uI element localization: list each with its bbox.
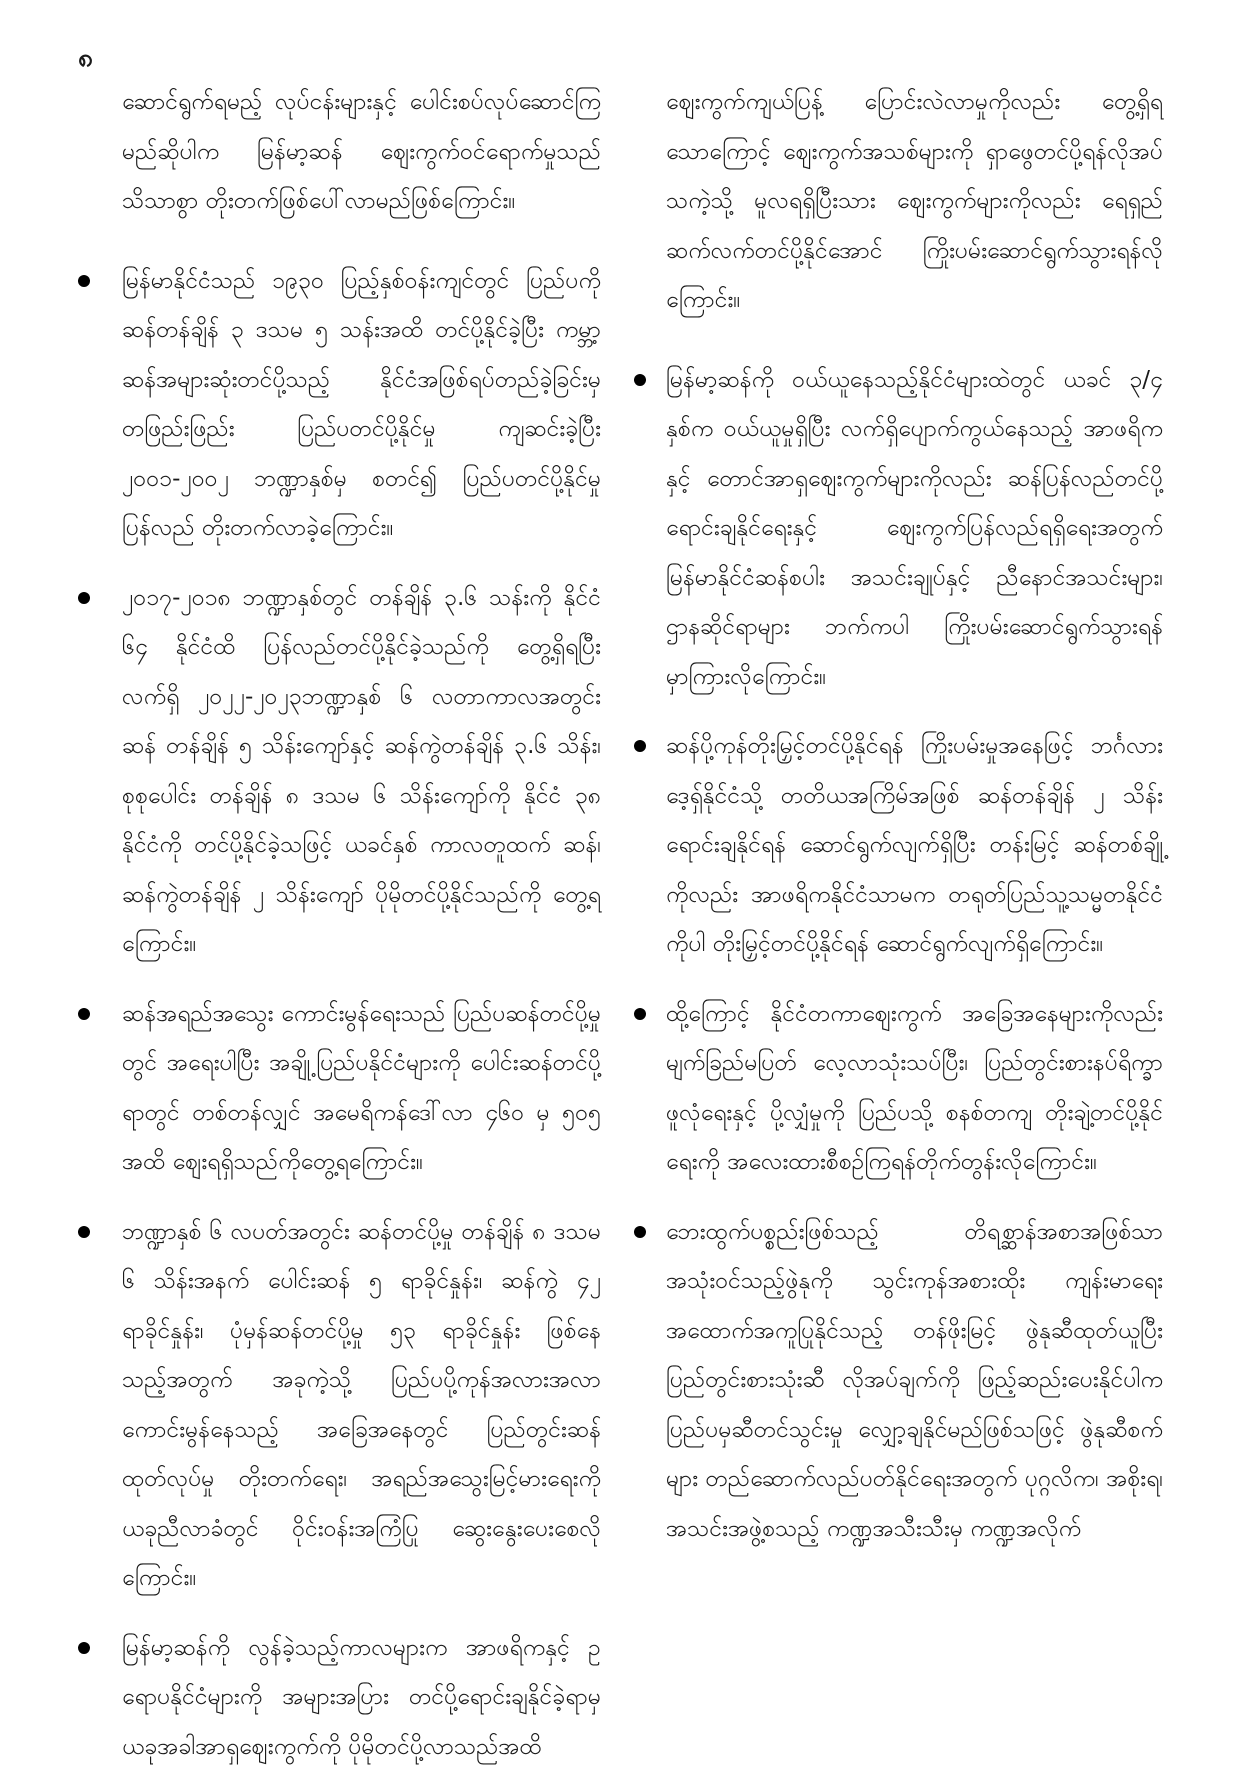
right-column — [640, 78, 1163, 1574]
bullet-text: မြန်မာနိုင်ငံသည် ၁၉၃၀ ပြည့်နှစ်ဝန်းကျင်တွင် ပြည်ပကို ဆန်တန်ချိန် ၃ ဒသမ ၅ သန်းအထိ တင်ပို့နိုင်ခဲ့ပြီး ကမ္ဘာ့ ဆန်အများဆုံးတင်ပို့သည့် နိုင်ငံအဖြစ်ရပ်တည်ခဲ့ခြင်းမှ တဖြည်းဖြည်း ပြည်ပတင်ပို့နိုင်မှု ကျဆင်းခဲ့ပြီး ၂၀၀၁-၂၀၀၂ ဘဏ္ဍာနှစ်မှ စတင်၍ ပြည်ပတင်ပို့နိုင်မှု ပြန်လည် တိုးတက်လာခဲ့ကြောင်း။ — [122, 267, 601, 541]
bullet-dot-icon — [78, 1226, 90, 1238]
bullet-paragraph — [78, 574, 601, 970]
bullet-paragraph — [640, 356, 1163, 703]
bullet-paragraph — [78, 1208, 601, 1604]
bullet-text: ဘေးထွက်ပစ္စည်းဖြစ်သည့် တိရစ္ဆာန်အစာအဖြစ်သာ အသုံးဝင်သည့်ဖွဲနုကို သွင်းကုန်အစားထိုး ကျန်းမာရေးအထောက်အကူပြုနိုင်သည့် တန်ဖိုးမြင့် ဖွဲနုဆီထုတ်ယူပြီး ပြည်တွင်းစားသုံးဆီ လိုအပ်ချက်ကို ဖြည့်ဆည်းပေးနိုင်ပါက ပြည်ပမှဆီတင်သွင်းမှု လျှော့ချနိုင်မည်ဖြစ်သဖြင့် ဖွဲနုဆီစက်များ တည်ဆောက်လည်ပတ်နိုင်ရေးအတွက် ပုဂ္ဂလိက၊ အစိုးရ၊ အသင်းအဖွဲ့စသည့် ကဏ္ဍအသီးသီးမှ ကဏ္ဍအလိုက် — [666, 1218, 1163, 1542]
bullet-text: ဆန်အရည်အသွေး ကောင်းမွန်ရေးသည် ပြည်ပဆန်တင်ပို့မှုတွင် အရေးပါပြီး အချို့ပြည်ပနိုင်ငံများကို ပေါင်းဆန်တင်ပို့ရာတွင် တစ်တန်လျှင် အမေရိကန်ဒေါ်လာ ၄၆၀ မှ ၅၀၅ အထိ ဈေးရရှိသည်ကိုတွေ့ရကြောင်း။ — [122, 1000, 601, 1175]
bullet-paragraph — [78, 257, 601, 554]
page-number: ၈ — [78, 43, 93, 73]
bullet-dot-icon — [78, 1008, 90, 1020]
bullet-paragraph — [78, 1624, 601, 1773]
bullet-dot-icon — [634, 740, 646, 752]
bullet-paragraph — [640, 722, 1163, 970]
bullet-text: ဘဏ္ဍာနှစ် ၆ လပတ်အတွင်း ဆန်တင်ပို့မှု တန်ချိန် ၈ ဒသမ ၆ သိန်းအနက် ပေါင်းဆန် ၅ ရာခိုင်နှုန်း၊ ဆန်ကွဲ ၄၂ ရာခိုင်နှုန်း၊ ပုံမှန်ဆန်တင်ပို့မှု ၅၃ ရာခိုင်နှုန်း ဖြစ်နေသည့်အတွက် အခုကဲ့သို့ ပြည်ပပို့ကုန်အလားအလာ ကောင်းမွန်နေသည့် အခြေအနေတွင် ပြည်တွင်းဆန် ထုတ်လုပ်မှု တိုးတက်ရေး၊ အရည်အသွေးမြင့်မားရေးကို ယခုညီလာခံတွင် ဝိုင်းဝန်းအကြံပြု ဆွေးနွေးပေးစေလိုကြောင်း။ — [122, 1218, 601, 1591]
continued-paragraph: ဈေးကွက်ကျယ်ပြန့် ပြောင်းလဲလာမှုကိုလည်း တွေ့ရှိရသောကြောင့် ဈေးကွက်အသစ်များကို ရှာဖွေတင်ပို့ရန်လိုအပ်သကဲ့သို့ မူလရရှိပြီးသား ဈေးကွက်များကိုလည်း ရေရှည်ဆက်လက်တင်ပို့နိုင်အောင် ကြိုးပမ်းဆောင်ရွက်သွားရန်လိုကြောင်း။ — [666, 89, 1163, 313]
bullet-text: မြန်မာ့ဆန်ကို လွန်ခဲ့သည့်ကာလများက အာဖရိကနှင့် ဥရောပနိုင်ငံများကို အများအပြား တင်ပို့ရောင်းချနိုင်ခဲ့ရာမှ ယခုအခါအာရှဈေးကွက်ကို ပိုမိုတင်ပို့လာသည်အထိ — [122, 1634, 601, 1760]
left-column — [78, 78, 601, 1792]
bullet-dot-icon — [634, 374, 646, 386]
bullet-paragraph — [640, 1208, 1163, 1555]
bullet-text: ဆန်ပို့ကုန်တိုးမြှင့်တင်ပို့နိုင်ရန် ကြိုးပမ်းမှုအနေဖြင့် ဘင်္ဂလားဒေ့ရှ်နိုင်ငံသို့ တတိယအကြိမ်အဖြစ် ဆန်တန်ချိန် ၂ သိန်း ရောင်းချနိုင်ရန် ဆောင်ရွက်လျက်ရှိပြီး တန်းမြင့် ဆန်တစ်ချို့ကိုလည်း အာဖရိကနိုင်ငံသာမက တရုတ်ပြည်သူ့သမ္မတနိုင်ငံကိုပါ တိုးမြှင့်တင်ပို့နိုင်ရန် ဆောင်ရွက်လျက်ရှိကြောင်း။ — [666, 733, 1163, 957]
bullet-dot-icon — [634, 1226, 646, 1238]
bullet-text: ၂၀၁၇-၂၀၁၈ ဘဏ္ဍာနှစ်တွင် တန်ချိန် ၃.၆ သန်းကို နိုင်ငံ ၆၄ နိုင်ငံထိ ပြန်လည်တင်ပို့နိုင်ခဲ့သည်ကို တွေ့ရှိရပြီး လက်ရှိ ၂၀၂၂-၂၀၂၃ဘဏ္ဍာနှစ် ၆ လတာကာလအတွင်း ဆန် တန်ချိန် ၅ သိန်းကျော်နှင့် ဆန်ကွဲတန်ချိန် ၃.၆ သိန်း၊ စုစုပေါင်း တန်ချိန် ၈ ဒသမ ၆ သိန်းကျော်ကို နိုင်ငံ ၃၈ နိုင်ငံကို တင်ပို့နိုင်ခဲ့သဖြင့် ယခင်နှစ် ကာလတူထက် ဆန်၊ ဆန်ကွဲတန်ချိန် ၂ သိန်းကျော် ပိုမိုတင်ပို့နိုင်သည်ကို တွေ့ရကြောင်း။ — [122, 584, 601, 957]
bullet-text: မြန်မာ့ဆန်ကို ဝယ်ယူနေသည့်နိုင်ငံများထဲတွင် ယခင် ၃/၄ နှစ်က ဝယ်ယူမှုရှိပြီး လက်ရှိပျောက်ကွယ်နေသည့် အာဖရိကနှင့် တောင်အာရှဈေးကွက်များကိုလည်း ဆန်ပြန်လည်တင်ပို့ရောင်းချနိုင်ရေးနှင့် ဈေးကွက်ပြန်လည်ရရှိရေးအတွက် မြန်မာနိုင်ငံဆန်စပါး အသင်းချုပ်နှင့် ညီနောင်အသင်းများ၊ ဌာနဆိုင်ရာများ ဘက်ကပါ ကြိုးပမ်းဆောင်ရွက်သွားရန်မှာကြားလိုကြောင်း။ — [666, 366, 1163, 690]
bullet-dot-icon — [634, 1008, 646, 1020]
bullet-text: ထို့ကြောင့် နိုင်ငံတကာဈေးကွက် အခြေအနေများကိုလည်း မျက်ခြည်မပြတ် လေ့လာသုံးသပ်ပြီး၊ ပြည်တွင်းစားနပ်ရိက္ခာဖူလုံရေးနှင့် ပို့လျှံမှုကို ပြည်ပသို့ စနစ်တကျ တိုးချဲ့တင်ပို့နိုင်ရေးကို အလေးထားစီစဉ်ကြရန်တိုက်တွန်းလိုကြောင်း။ — [666, 1000, 1163, 1175]
bullet-dot-icon — [78, 592, 90, 604]
bullet-dot-icon — [78, 1642, 90, 1654]
continued-paragraph: ဆောင်ရွက်ရမည့် လုပ်ငန်းများနှင့် ပေါင်းစပ်လုပ်ဆောင်ကြမည်ဆိုပါက မြန်မာ့ဆန် ဈေးကွက်ဝင်ရောက်မှုသည် သိသာစွာ တိုးတက်ဖြစ်ပေါ်လာမည်ဖြစ်ကြောင်း။ — [122, 89, 601, 214]
bullet-paragraph — [640, 990, 1163, 1188]
bullet-paragraph — [78, 990, 601, 1188]
bullet-dot-icon — [78, 275, 90, 287]
